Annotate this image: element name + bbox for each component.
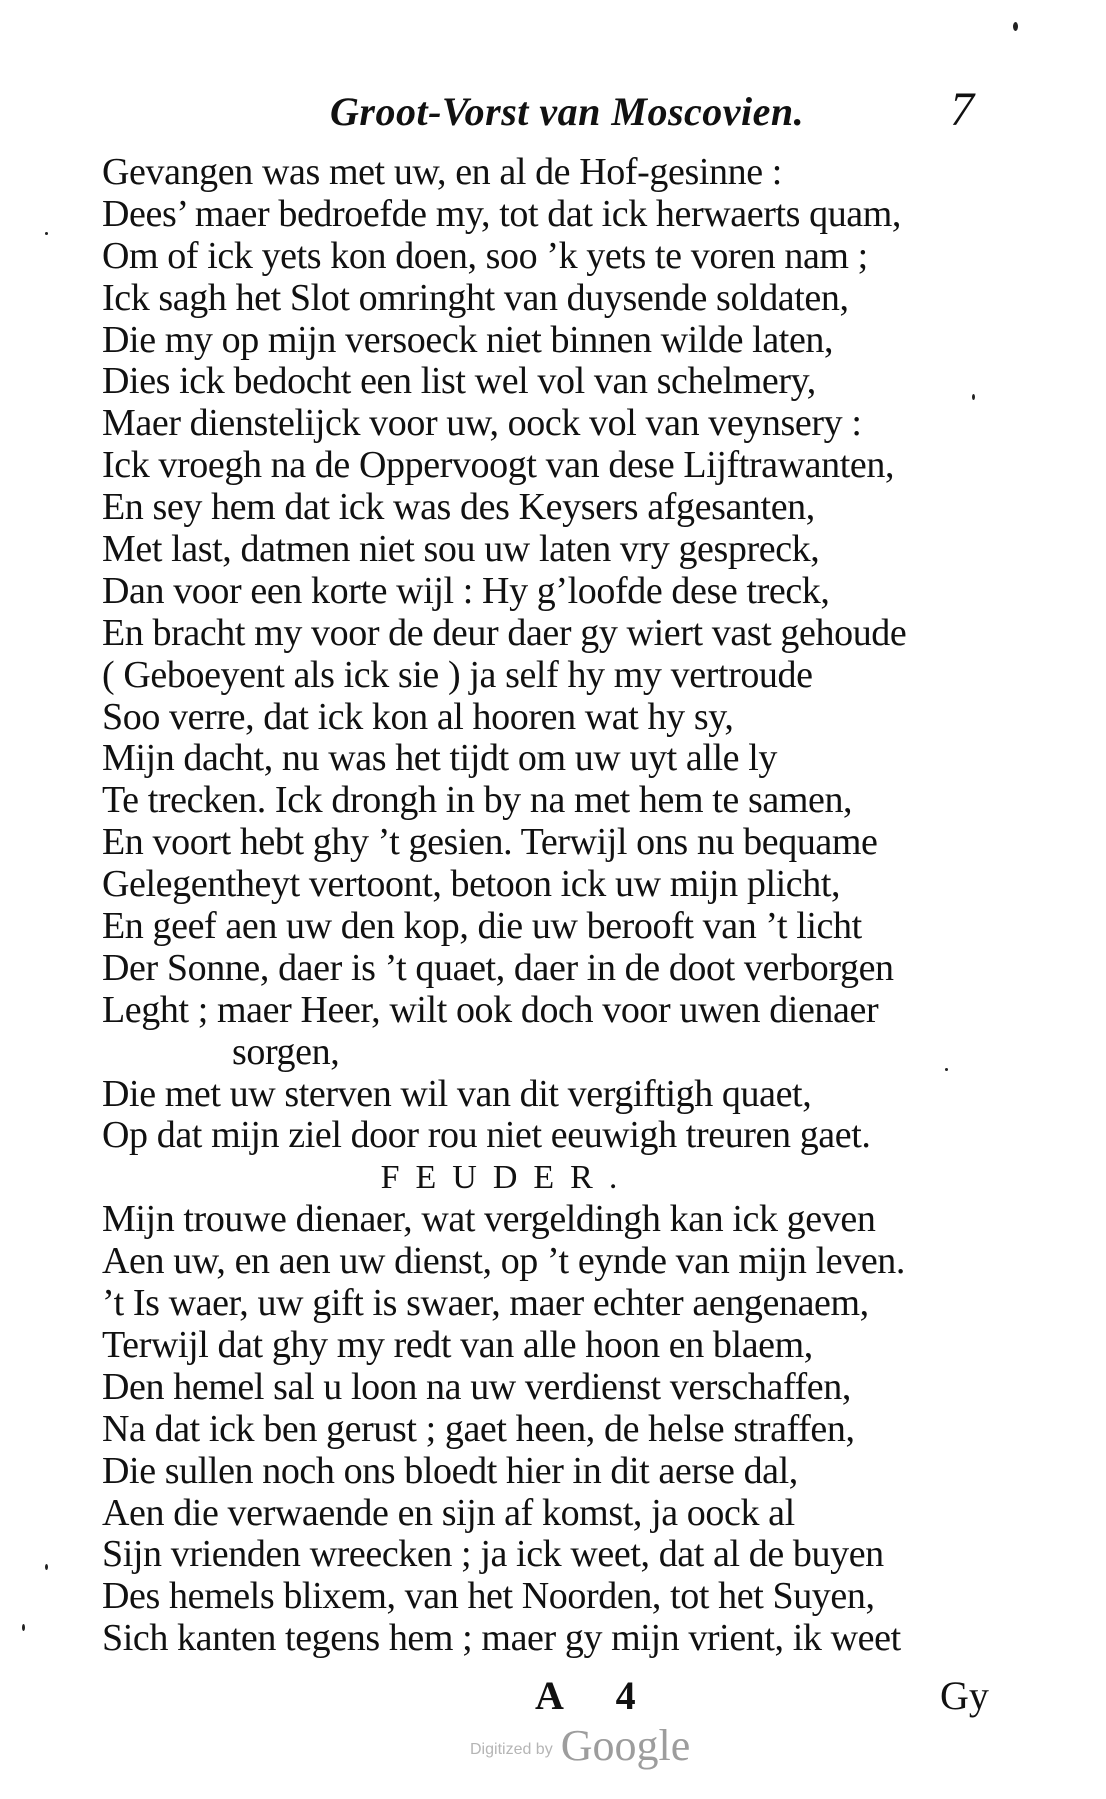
speech-line: Des hemels blixem, van het Noorden, tot het Suyen, [102, 1575, 875, 1618]
verse-line: Dan voor een korte wijl : Hy g’loofde dese treck, [102, 569, 830, 612]
verse-line: En geef aen uw den kop, die uw berooft van ’t licht [102, 905, 862, 948]
verse-line: Die met uw sterven wil van dit vergiftigh quaet, [102, 1072, 812, 1115]
speech-line: Na dat ick ben gerust ; gaet heen, de helse straffen, [102, 1407, 855, 1450]
verse-line-continuation: sorgen, [232, 1030, 340, 1073]
digitized-watermark [470, 1720, 690, 1771]
verse-line: Leght ; maer Heer, wilt ook doch voor uwen dienaer [102, 988, 879, 1031]
speech-line: Mijn trouwe dienaer, wat vergeldingh kan ick geven [102, 1198, 876, 1241]
google-logo-text: Google [560, 1721, 691, 1770]
print-speck [945, 1068, 948, 1071]
verse-line: Te trecken. Ick drongh in by na met hem te samen, [102, 779, 853, 822]
verse-line: Gelegentheyt vertoont, betoon ick uw mijn plicht, [102, 863, 841, 906]
verse-line: Ick sagh het Slot omringht van duysende soldaten, [102, 276, 849, 319]
verse-line: ( Geboeyent als ick sie ) ja self hy my vertroude [102, 653, 813, 696]
verse-line: Der Sonne, daer is ’t quaet, daer in de doot verborgen [102, 946, 894, 989]
verse-line: Dies ick bedocht een list wel vol van schelmery, [102, 360, 816, 403]
verse-line: Gevangen was met uw, en al de Hof-gesinne : [102, 151, 782, 193]
verse-line: En voort hebt ghy ’t gesien. Terwijl ons nu bequame [102, 821, 878, 864]
speech-line: ’t Is waer, uw gift is swaer, maer echter aengenaem, [102, 1282, 869, 1325]
watermark-prefix: Digitized by [470, 1741, 553, 1758]
print-speck [972, 394, 975, 400]
speech-line: Aen uw, en aen uw dienst, op ’t eynde van mijn leven. [102, 1240, 905, 1283]
signature-mark: A 4 [535, 1673, 658, 1718]
page-number: 7 [950, 83, 974, 136]
speech-line: Sijn vrienden wreecken ; ja ick weet, dat al de buyen [102, 1533, 884, 1576]
running-title: Groot-Vorst van Moscovien. [330, 89, 805, 134]
verse-line: Die my op mijn versoeck niet binnen wilde laten, [102, 318, 834, 361]
verse-line: Soo verre, dat ick kon al hooren wat hy sy, [102, 695, 734, 738]
speech-line: Terwijl dat ghy my redt van alle hoon en blaem, [102, 1323, 813, 1366]
verse-line: Ick vroegh na de Oppervoogt van dese Lijftrawanten, [102, 444, 895, 487]
verse-line: En sey hem dat ick was des Keysers afgesanten, [102, 486, 815, 529]
speech-line: Sich kanten tegens hem ; maer gy mijn vrient, ik weet [102, 1617, 901, 1660]
print-speck [1013, 22, 1018, 31]
verse-line: Maer dienstelijck voor uw, oock vol van veynsery : [102, 402, 862, 445]
verse-line: Dees’ maer bedroefde my, tot dat ick herwaerts quam, [102, 192, 902, 235]
speech-line: Den hemel sal u loon na uw verdienst verschaffen, [102, 1365, 851, 1408]
verse-line: En bracht my voor de deur daer gy wiert vast gehoude [102, 611, 907, 654]
print-speck [22, 1624, 25, 1631]
catchword: Gy [940, 1673, 989, 1718]
verse-block [102, 152, 1002, 1660]
speaker-heading: FEUDER. [380, 1159, 634, 1197]
speech-line: Aen die verwaende en sijn af komst, ja oock al [102, 1491, 795, 1534]
print-speck [45, 1564, 48, 1570]
verse-line: Met last, datmen niet sou uw laten vry gespreck, [102, 528, 820, 571]
verse-line: Om of ick yets kon doen, soo ’k yets te voren nam ; [102, 234, 868, 277]
print-speck [45, 232, 48, 235]
speech-line: Die sullen noch ons bloedt hier in dit aerse dal, [102, 1449, 798, 1492]
verse-line: Op dat mijn ziel door rou niet eeuwigh treuren gaet. [102, 1114, 871, 1157]
verse-line: Mijn dacht, nu was het tijdt om uw uyt alle ly [102, 737, 778, 780]
